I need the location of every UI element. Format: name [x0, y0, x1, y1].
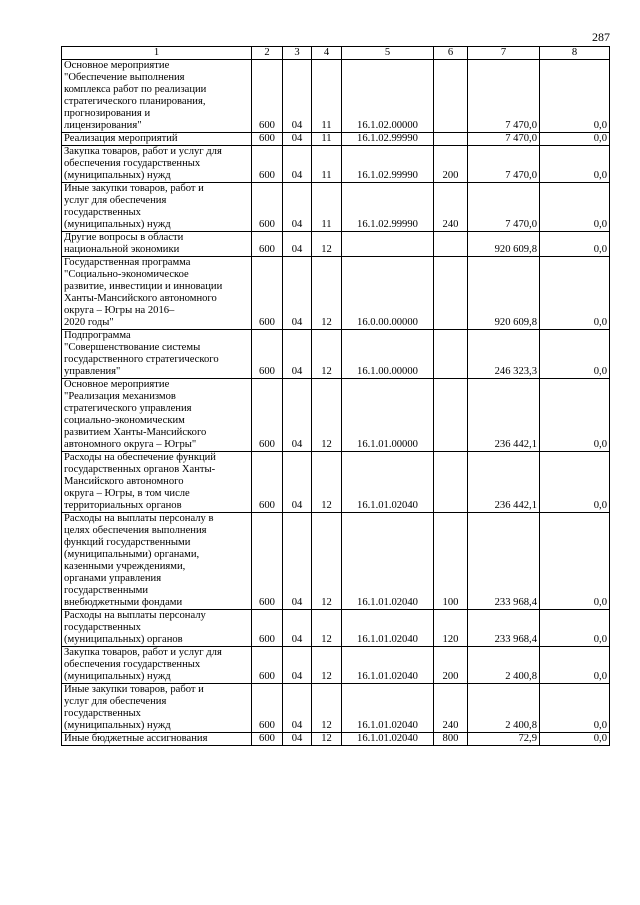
ministry-code: 600 [252, 133, 283, 146]
ministry-code: 600 [252, 60, 283, 133]
item-name: Государственная программа "Социально-экономическое развитие, инвестиции и инновации Ханты-Мансийского автономного округа – Югры на 2016– 2020 годы" [62, 257, 252, 330]
expense-type-code [434, 330, 468, 379]
table-row [62, 257, 610, 330]
section-code: 04 [283, 330, 312, 379]
amount-value-2: 0,0 [540, 257, 610, 330]
amount-value-2: 0,0 [540, 133, 610, 146]
target-article-code: 16.1.02.99990 [342, 183, 434, 232]
table-row [62, 452, 610, 513]
item-name: Иные бюджетные ассигнования [62, 733, 252, 746]
column-header: 7 [468, 47, 540, 60]
ministry-code: 600 [252, 232, 283, 257]
target-article-code: 16.1.02.99990 [342, 146, 434, 183]
section-code: 04 [283, 733, 312, 746]
amount-value-2: 0,0 [540, 379, 610, 452]
table-row [62, 733, 610, 746]
subsection-code: 11 [312, 133, 342, 146]
item-name: Основное мероприятие "Обеспечение выполнения комплекса работ по реализации стратегического планирования, прогнозирования и лицензирования" [62, 60, 252, 133]
table-row [62, 610, 610, 647]
ministry-code: 600 [252, 330, 283, 379]
section-code: 04 [283, 146, 312, 183]
amount-value-2: 0,0 [540, 330, 610, 379]
expense-type-code [434, 379, 468, 452]
subsection-code: 12 [312, 684, 342, 733]
subsection-code: 11 [312, 146, 342, 183]
target-article-code: 16.1.00.00000 [342, 330, 434, 379]
subsection-code: 12 [312, 330, 342, 379]
column-header: 8 [540, 47, 610, 60]
section-code: 04 [283, 257, 312, 330]
amount-value-2: 0,0 [540, 647, 610, 684]
item-name: Иные закупки товаров, работ и услуг для обеспечения государственных (муниципальных) нужд [62, 183, 252, 232]
column-header: 4 [312, 47, 342, 60]
section-code: 04 [283, 232, 312, 257]
amount-value: 7 470,0 [468, 183, 540, 232]
section-code: 04 [283, 60, 312, 133]
expense-type-code: 200 [434, 146, 468, 183]
expense-type-code: 240 [434, 684, 468, 733]
expense-type-code [434, 133, 468, 146]
item-name: Другие вопросы в области национальной экономики [62, 232, 252, 257]
ministry-code: 600 [252, 610, 283, 647]
item-name: Основное мероприятие "Реализация механизмов стратегического управления социально-экономическим развитием Ханты-Мансийского автономного округа – Югры" [62, 379, 252, 452]
ministry-code: 600 [252, 257, 283, 330]
amount-value-2: 0,0 [540, 733, 610, 746]
subsection-code: 11 [312, 60, 342, 133]
amount-value: 233 968,4 [468, 610, 540, 647]
subsection-code: 11 [312, 183, 342, 232]
amount-value-2: 0,0 [540, 452, 610, 513]
section-code: 04 [283, 183, 312, 232]
amount-value: 7 470,0 [468, 60, 540, 133]
column-header: 3 [283, 47, 312, 60]
subsection-code: 12 [312, 452, 342, 513]
header-row [62, 47, 610, 60]
section-code: 04 [283, 647, 312, 684]
section-code: 04 [283, 452, 312, 513]
section-code: 04 [283, 133, 312, 146]
item-name: Расходы на выплаты персоналу в целях обеспечения выполнения функций государственными (муниципальными) органами, казенными учреждениями, органами управления государственными внебюджетными фондами [62, 513, 252, 610]
column-header: 5 [342, 47, 434, 60]
ministry-code: 600 [252, 647, 283, 684]
amount-value: 920 609,8 [468, 232, 540, 257]
item-name: Расходы на обеспечение функций государственных органов Ханты- Мансийского автономного округа – Югры, в том числе территориальных органов [62, 452, 252, 513]
amount-value-2: 0,0 [540, 513, 610, 610]
ministry-code: 600 [252, 733, 283, 746]
table-row [62, 60, 610, 133]
ministry-code: 600 [252, 684, 283, 733]
expense-type-code: 240 [434, 183, 468, 232]
table-row [62, 133, 610, 146]
ministry-code: 600 [252, 452, 283, 513]
item-name: Расходы на выплаты персоналу государственных (муниципальных) органов [62, 610, 252, 647]
section-code: 04 [283, 684, 312, 733]
amount-value: 72,9 [468, 733, 540, 746]
table-row [62, 330, 610, 379]
column-header: 1 [62, 47, 252, 60]
table-row [62, 146, 610, 183]
page-number: 287 [592, 30, 610, 44]
ministry-code: 600 [252, 183, 283, 232]
subsection-code: 12 [312, 610, 342, 647]
amount-value: 7 470,0 [468, 133, 540, 146]
amount-value-2: 0,0 [540, 146, 610, 183]
item-name: Закупка товаров, работ и услуг для обеспечения государственных (муниципальных) нужд [62, 146, 252, 183]
table-row [62, 684, 610, 733]
subsection-code: 12 [312, 513, 342, 610]
amount-value: 236 442,1 [468, 452, 540, 513]
column-header: 6 [434, 47, 468, 60]
amount-value: 246 323,3 [468, 330, 540, 379]
amount-value-2: 0,0 [540, 183, 610, 232]
budget-table [61, 46, 610, 746]
item-name: Подпрограмма "Совершенствование системы государственного стратегического управления" [62, 330, 252, 379]
expense-type-code [434, 232, 468, 257]
amount-value: 233 968,4 [468, 513, 540, 610]
expense-type-code: 100 [434, 513, 468, 610]
subsection-code: 12 [312, 379, 342, 452]
amount-value-2: 0,0 [540, 684, 610, 733]
target-article-code: 16.1.01.00000 [342, 379, 434, 452]
column-header: 2 [252, 47, 283, 60]
target-article-code: 16.0.00.00000 [342, 257, 434, 330]
expense-type-code [434, 452, 468, 513]
table-row [62, 513, 610, 610]
subsection-code: 12 [312, 232, 342, 257]
subsection-code: 12 [312, 733, 342, 746]
amount-value: 7 470,0 [468, 146, 540, 183]
table-row [62, 232, 610, 257]
ministry-code: 600 [252, 146, 283, 183]
target-article-code: 16.1.02.99990 [342, 133, 434, 146]
amount-value: 2 400,8 [468, 647, 540, 684]
target-article-code: 16.1.01.02040 [342, 513, 434, 610]
target-article-code: 16.1.02.00000 [342, 60, 434, 133]
table-row [62, 183, 610, 232]
item-name: Реализация мероприятий [62, 133, 252, 146]
target-article-code [342, 232, 434, 257]
expense-type-code [434, 257, 468, 330]
table-row [62, 379, 610, 452]
amount-value: 236 442,1 [468, 379, 540, 452]
item-name: Закупка товаров, работ и услуг для обеспечения государственных (муниципальных) нужд [62, 647, 252, 684]
subsection-code: 12 [312, 257, 342, 330]
ministry-code: 600 [252, 513, 283, 610]
amount-value-2: 0,0 [540, 60, 610, 133]
amount-value: 2 400,8 [468, 684, 540, 733]
item-name: Иные закупки товаров, работ и услуг для обеспечения государственных (муниципальных) нужд [62, 684, 252, 733]
expense-type-code [434, 60, 468, 133]
target-article-code: 16.1.01.02040 [342, 733, 434, 746]
subsection-code: 12 [312, 647, 342, 684]
section-code: 04 [283, 513, 312, 610]
ministry-code: 600 [252, 379, 283, 452]
section-code: 04 [283, 379, 312, 452]
section-code: 04 [283, 610, 312, 647]
target-article-code: 16.1.01.02040 [342, 610, 434, 647]
table-row [62, 647, 610, 684]
amount-value-2: 0,0 [540, 232, 610, 257]
target-article-code: 16.1.01.02040 [342, 452, 434, 513]
amount-value: 920 609,8 [468, 257, 540, 330]
expense-type-code: 120 [434, 610, 468, 647]
amount-value-2: 0,0 [540, 610, 610, 647]
target-article-code: 16.1.01.02040 [342, 684, 434, 733]
target-article-code: 16.1.01.02040 [342, 647, 434, 684]
expense-type-code: 200 [434, 647, 468, 684]
expense-type-code: 800 [434, 733, 468, 746]
